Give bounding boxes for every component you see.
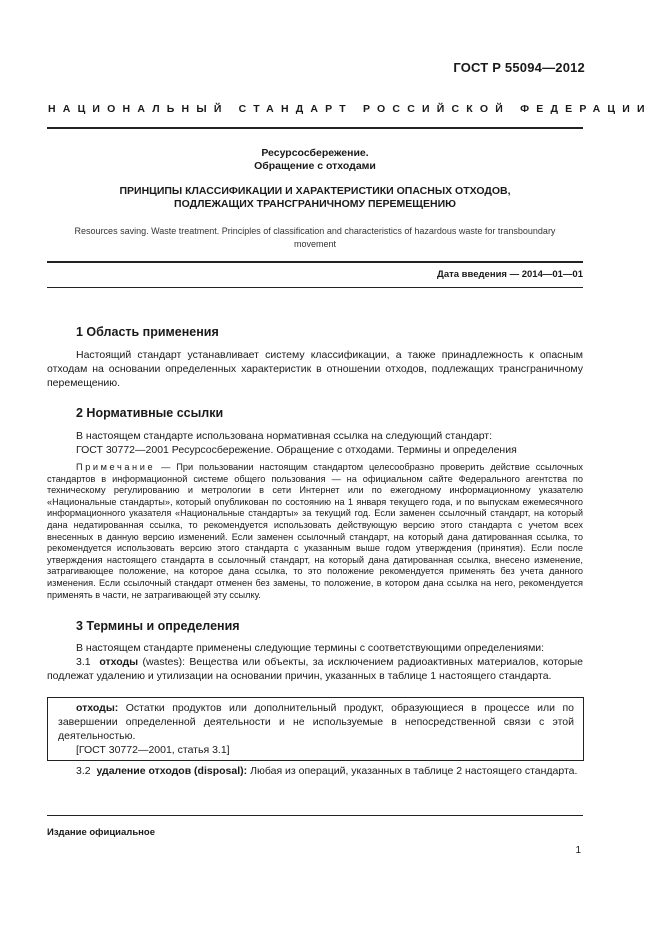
term-3-2-word: удаление отходов (disposal):: [96, 765, 248, 777]
section-2-heading: 2 Нормативные ссылки: [76, 406, 224, 420]
standard-number: ГОСТ Р 55094—2012: [453, 60, 585, 75]
section-2-reference: ГОСТ 30772—2001 Ресурсосбережение. Обращение с отходами. Термины и определения: [76, 444, 517, 456]
title-main: [47, 185, 583, 211]
term-3-1-word: отходы: [99, 656, 139, 668]
term-3-2: [47, 764, 583, 778]
term-3-2-definition: Любая из операций, указанных в таблице 2 настоящего стандарта.: [250, 765, 578, 777]
section-1-text: Настоящий стандарт устанавливает систему классификации, а также принадлежность к опасным отходам на основании определенных характеристик в отношении отходов, подлежащих трансграничному перемещению.: [47, 349, 583, 389]
footer-divider: [47, 815, 583, 816]
term-3-1-definition: Вещества или объекты, за исключением радиоактивных материалов, которые подлежат удалению и утилизации на основании причин, указанных в таблице 1 настоящего стандарта.: [47, 656, 583, 682]
section-3-body: [47, 641, 583, 683]
title-english: [47, 225, 583, 250]
title-line-2: Обращение с отходами: [254, 160, 376, 172]
page-number: 1: [575, 845, 581, 856]
section-3-heading: 3 Термины и определения: [76, 619, 240, 633]
section-1-heading: 1 Область применения: [76, 325, 219, 339]
section-3-intro: В настоящем стандарте применены следующие термины с соответствующими определениями:: [76, 642, 545, 654]
term-3-1: [47, 655, 583, 683]
introduction-date: Дата введения — 2014—01—01: [437, 269, 583, 280]
title-divider: [47, 261, 583, 263]
title-topic: [47, 147, 583, 173]
term-3-2-number: 3.2: [76, 765, 91, 777]
box-reference: [ГОСТ 30772—2001, статья 3.1]: [76, 744, 230, 756]
note-text: — При пользовании настоящим стандартом целесообразно проверить действие ссылочных стандартов в информационной системе общего пользования — на официальном сайте Федерального агентства по техническому регулированию и метрологии в сети Интернет или по ежегодному информационному указателю «Национальные стандарты», который опубликован по состоянию на 1 января текущего года, и по выпускам ежемесячного информационного указателя «Национальные стандарты» за текущий год. Если заменен ссылочный стандарт, на который дана недатированная ссылка, то рекомендуется использовать действующую версию этого стандарта с учетом всех внесенных в данную версию изменений. Если заменен ссылочный стандарт, на который дана датированная ссылка, то рекомендуется использовать версию этого стандарта с указанным выше годом утверждения (принятия). Если после утверждения настоящего стандарта в ссылочный стандарт, на который дана датированная ссылка, внесено изменение, затрагивающее положение, на которое дана ссылка, то это положение рекомендуется применять без учета данного изменения. Если ссылочный стандарт отменен без замены, то положение, в котором дана ссылка на него, рекомендуется применять в части, не затрагивающей эту ссылку.: [47, 462, 583, 600]
section-2-note: [47, 462, 583, 601]
title-english-line-2: movement: [293, 238, 337, 249]
date-divider: [47, 287, 583, 288]
title-english-line-1: Resources saving. Waste treatment. Principles of classification and characteristics of hazardous waste for transboundary: [74, 226, 556, 236]
gost-definition-box: [47, 697, 584, 761]
title-main-line-2: ПОДЛЕЖАЩИХ ТРАНСГРАНИЧНОМУ ПЕРЕМЕЩЕНИЮ: [174, 198, 456, 210]
term-3-1-english: (wastes):: [142, 656, 186, 668]
note-label: Примечание: [76, 462, 156, 472]
box-term: отходы:: [76, 702, 119, 714]
title-line-1: Ресурсосбережение.: [261, 147, 369, 159]
header-divider: [47, 127, 583, 129]
section-1-body: [47, 348, 583, 390]
box-definition: Остатки продуктов или дополнительный продукт, образующиеся в процессе или по завершении определенной деятельности и не используемые в непосредственной связи с этой деятельностью.: [58, 702, 574, 742]
section-2-body: [47, 429, 583, 457]
term-3-2-block: [47, 764, 583, 778]
title-main-line-1: ПРИНЦИПЫ КЛАССИФИКАЦИИ И ХАРАКТЕРИСТИКИ ОПАСНЫХ ОТХОДОВ,: [119, 185, 511, 197]
national-standard-label: НАЦИОНАЛЬНЫЙ СТАНДАРТ РОССИЙСКОЙ ФЕДЕРАЦИИ: [48, 103, 652, 115]
official-edition-label: Издание официальное: [47, 827, 155, 838]
term-3-1-number: 3.1: [76, 656, 91, 668]
section-2-intro: В настоящем стандарте использована нормативная ссылка на следующий стандарт:: [76, 430, 493, 442]
